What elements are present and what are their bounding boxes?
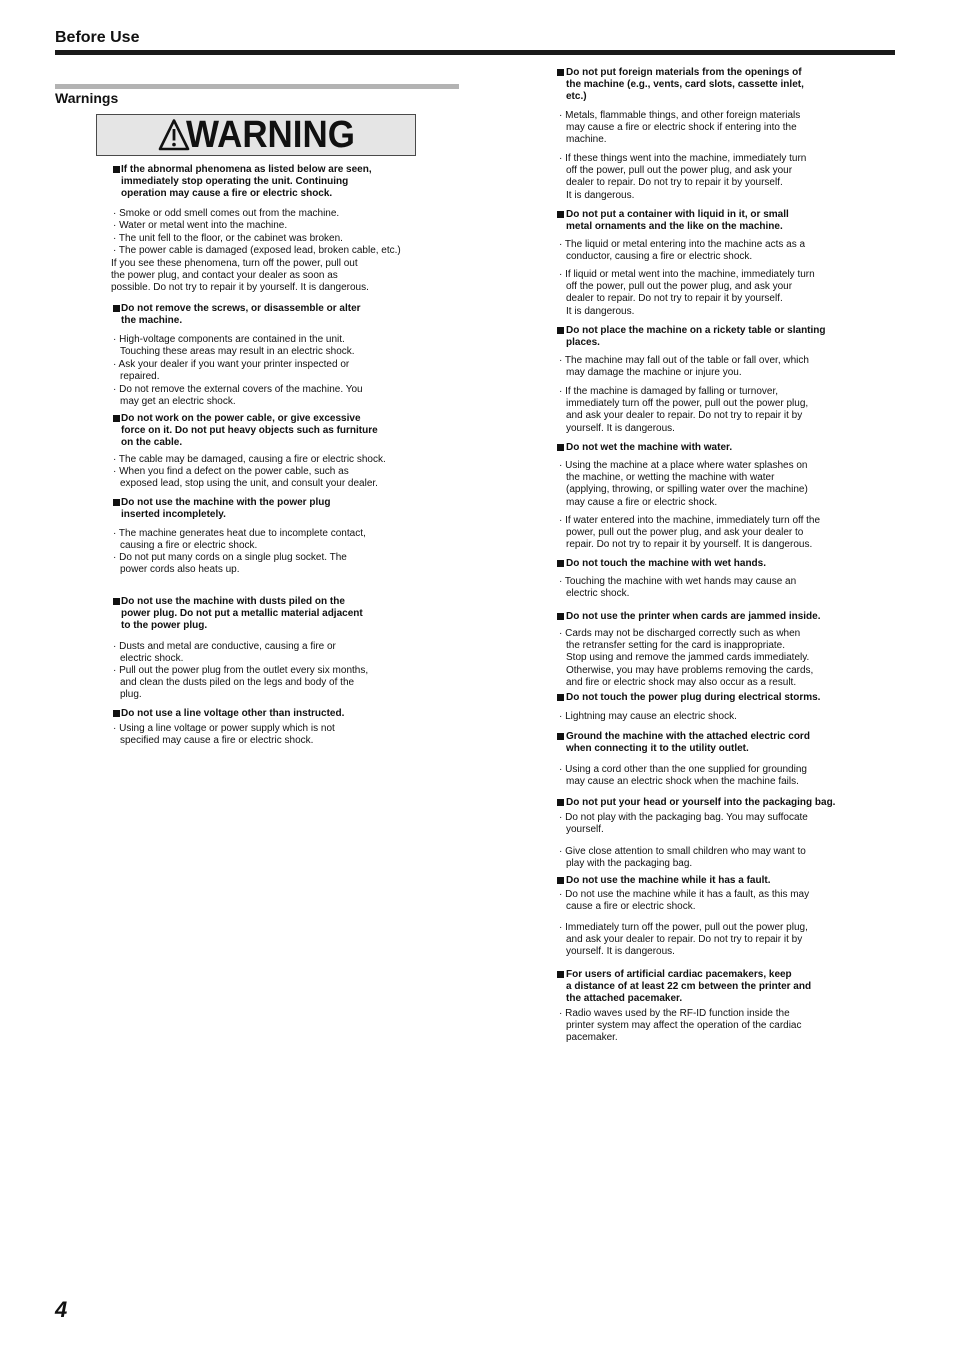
- square-bullet-icon: [557, 971, 564, 978]
- warning-heading-line: If the abnormal phenomena as listed below are seen,: [121, 163, 372, 175]
- warning-item: [113, 334, 355, 359]
- warning-item: [113, 220, 287, 232]
- warning-heading-line: when connecting it to the utility outlet.: [566, 742, 749, 754]
- warning-item-line: and ask your dealer to repair. Do not try to repair it by: [566, 410, 803, 422]
- warnings-title: Warnings: [55, 90, 119, 106]
- warning-item-line: · The machine generates heat due to incomplete contact,: [113, 527, 366, 539]
- warning-item-line: plug.: [120, 689, 142, 701]
- warning-heading: [557, 209, 789, 234]
- square-bullet-icon: [557, 733, 564, 740]
- warning-heading-line: etc.): [566, 91, 587, 103]
- square-bullet-icon: [113, 710, 120, 717]
- warning-item-line: conductor, causing a fire or electric shock.: [566, 250, 753, 262]
- warning-heading-line: force on it. Do not put heavy objects such as furniture: [121, 424, 378, 436]
- warning-item-line: and fire or electric shock may also occur as a result.: [566, 677, 797, 689]
- warning-heading-line: the machine.: [121, 314, 183, 326]
- warning-heading: [557, 558, 766, 570]
- warning-heading: [113, 596, 363, 633]
- square-bullet-icon: [557, 69, 564, 76]
- warning-item-line: · If the machine is damaged by falling or turnover,: [559, 385, 779, 397]
- warning-item: [113, 552, 347, 577]
- warning-heading: [113, 303, 361, 328]
- warning-item: [113, 454, 386, 466]
- warning-item-line: machine.: [566, 134, 607, 146]
- warning-heading-line: power plug. Do not put a metallic material adjacent: [121, 607, 363, 619]
- warning-item: [113, 359, 349, 384]
- warning-item-line: the retransfer setting for the card is inappropriate.: [566, 639, 786, 651]
- warning-heading-line: For users of artificial cardiac pacemakers, keep: [566, 968, 792, 980]
- warning-item-line: · The unit fell to the floor, or the cabinet was broken.: [113, 232, 343, 244]
- warning-heading-line: on the cable.: [121, 437, 183, 449]
- warning-item-line: · The machine may fall out of the table or fall over, which: [559, 354, 809, 366]
- warning-item-line: off the power, pull out the power plug, and ask your: [566, 164, 793, 176]
- warning-heading-line: inserted incompletely.: [121, 508, 226, 520]
- warning-item-line: · Using the machine at a place where water splashes on: [559, 459, 808, 471]
- warning-item-line: · Do not use the machine while it has a fault, as this may: [559, 888, 810, 900]
- warning-item: [113, 665, 368, 702]
- warning-item-line: power, pull out the power plug, and ask your dealer to: [566, 526, 804, 538]
- warning-item: [559, 355, 809, 380]
- warning-item-line: power cords also heats up.: [120, 563, 240, 575]
- warning-heading-line: Ground the machine with the attached electric cord: [566, 730, 810, 742]
- warning-item-line: · If these things went into the machine, immediately turn: [559, 152, 807, 164]
- warning-item-line: electric shock.: [566, 587, 630, 599]
- warning-item: [559, 846, 806, 871]
- warning-heading-line: Do not use the machine with dusts piled on the: [121, 595, 345, 607]
- warning-item: [113, 208, 339, 220]
- warning-item-line: may damage the machine or injure you.: [566, 366, 742, 378]
- warning-heading-line: Do not touch the power plug during electrical storms.: [566, 691, 821, 703]
- warning-heading-line: Do not remove the screws, or disassemble or alter: [121, 302, 361, 314]
- warning-note-line: the power plug, and contact your dealer as soon as: [111, 269, 338, 281]
- warning-item-line: · The liquid or metal entering into the machine acts as a: [559, 238, 806, 250]
- warning-item-line: may cause an electric shock when the machine fails.: [566, 775, 799, 787]
- warning-banner: [96, 114, 416, 156]
- square-bullet-icon: [113, 166, 120, 173]
- warning-item: [559, 889, 809, 914]
- warning-heading-line: Do not use a line voltage other than instructed.: [121, 707, 345, 719]
- warning-item: [559, 576, 796, 601]
- warning-item: [113, 723, 335, 748]
- warning-item-line: · When you find a defect on the power cable, such as: [113, 465, 349, 477]
- warning-item-line: · If liquid or metal went into the machine, immediately turn: [559, 268, 815, 280]
- warning-item-line: · Touching the machine with wet hands may cause an: [559, 575, 797, 587]
- warning-item-line: and ask your dealer to repair. Do not try to repair it by: [566, 933, 803, 945]
- warning-item-line: · Using a cord other than the one supplied for grounding: [559, 763, 807, 775]
- warning-item: [559, 239, 805, 264]
- warning-item-line: Otherwise, you may have problems removing the cards,: [566, 664, 814, 676]
- warning-heading: [557, 875, 770, 887]
- warning-item: [559, 1008, 802, 1045]
- warning-item-line: · If water entered into the machine, immediately turn off the: [559, 514, 821, 526]
- square-bullet-icon: [557, 444, 564, 451]
- warning-item-line: · Smoke or odd smell comes out from the machine.: [113, 207, 340, 219]
- square-bullet-icon: [113, 305, 120, 312]
- warning-item-line: the machine, or wetting the machine with water: [566, 471, 775, 483]
- square-bullet-icon: [113, 598, 120, 605]
- warning-item-line: · Cards may not be discharged correctly such as when: [559, 627, 801, 639]
- warning-item-line: · Pull out the power plug from the outlet every six months,: [113, 664, 369, 676]
- warning-item-line: may get an electric shock.: [120, 395, 236, 407]
- warning-item: [113, 233, 343, 245]
- square-bullet-icon: [557, 799, 564, 806]
- warning-item-line: may cause a fire or electric shock if entering into the: [566, 121, 797, 133]
- warning-item-line: · Dusts and metal are conductive, causing a fire or: [113, 640, 336, 652]
- warning-heading-line: a distance of at least 22 cm between the printer and: [566, 980, 812, 992]
- warning-heading-line: Do not work on the power cable, or give excessive: [121, 412, 361, 424]
- warning-item-line: · The cable may be damaged, causing a fire or electric shock.: [113, 453, 386, 465]
- warning-item-line: · Ask your dealer if you want your printer inspected or: [113, 358, 350, 370]
- warning-item-line: repaired.: [120, 370, 160, 382]
- warning-item: [113, 641, 336, 666]
- warning-item-line: · Do not remove the external covers of the machine. You: [113, 383, 363, 395]
- warning-item-line: · Water or metal went into the machine.: [113, 219, 288, 231]
- warning-heading-line: Do not use the printer when cards are jammed inside.: [566, 610, 821, 622]
- warning-item: [113, 245, 401, 257]
- warning-item-line: exposed lead, stop using the unit, and consult your dealer.: [120, 477, 378, 489]
- warning-item-line: · Radio waves used by the RF-ID function inside the: [559, 1007, 790, 1019]
- warning-item-line: dealer to repair. Do not try to repair it by yourself.: [566, 293, 783, 305]
- warning-heading: [557, 969, 811, 1006]
- warning-item-line: It is dangerous.: [566, 305, 635, 317]
- warning-note-line: possible. Do not try to repair it by yourself. It is dangerous.: [111, 282, 369, 294]
- warning-item-line: yourself.: [566, 823, 604, 835]
- warning-item-line: and clean the dusts piled on the legs and body of the: [120, 676, 355, 688]
- warning-banner-text: WARNING: [186, 114, 355, 156]
- warning-item: [113, 384, 363, 409]
- warning-item: [559, 711, 737, 723]
- warning-item: [559, 628, 813, 690]
- warning-heading: [557, 692, 820, 704]
- page-number: 4: [55, 1297, 68, 1322]
- warning-item: [113, 466, 378, 491]
- warning-heading-line: the machine (e.g., vents, card slots, cassette inlet,: [566, 78, 804, 90]
- warning-heading-line: immediately stop operating the unit. Continuing: [121, 175, 349, 187]
- warning-item: [559, 110, 800, 147]
- warning-item-line: Touching these areas may result in an electric shock.: [120, 345, 355, 357]
- header-rule: [55, 50, 895, 55]
- warning-heading-line: Do not place the machine on a rickety table or slanting: [566, 324, 826, 336]
- warning-heading-line: Do not put a container with liquid in it, or small: [566, 208, 789, 220]
- square-bullet-icon: [113, 499, 120, 506]
- warning-item: [559, 153, 806, 203]
- warning-item-line: yourself. It is dangerous.: [566, 422, 675, 434]
- warning-item-line: pacemaker.: [566, 1032, 618, 1044]
- warning-heading-line: Do not use the machine with the power plug: [121, 496, 331, 508]
- warning-item-line: specified may cause a fire or electric shock.: [120, 734, 314, 746]
- warning-heading: [113, 164, 372, 201]
- warning-heading-line: metal ornaments and the like on the machine.: [566, 220, 783, 232]
- warning-item-line: off the power, pull out the power plug, and ask your: [566, 280, 793, 292]
- warning-item: [559, 460, 808, 510]
- warning-item-line: · Do not put many cords on a single plug socket. The: [113, 551, 347, 563]
- warning-item-line: · The power cable is damaged (exposed lead, broken cable, etc.): [113, 244, 401, 256]
- warning-heading-line: to the power plug.: [121, 620, 208, 632]
- warning-heading-line: operation may cause a fire or electric shock.: [121, 188, 333, 200]
- warning-item-line: · Metals, flammable things, and other foreign materials: [559, 109, 801, 121]
- square-bullet-icon: [557, 613, 564, 620]
- warning-item-line: yourself. It is dangerous.: [566, 946, 675, 958]
- warning-heading-line: Do not touch the machine with wet hands.: [566, 557, 767, 569]
- warning-item-line: causing a fire or electric shock.: [120, 539, 258, 551]
- warning-item-line: (applying, throwing, or spilling water over the machine): [566, 484, 808, 496]
- section-title: Before Use: [55, 29, 140, 46]
- warning-item-line: Stop using and remove the jammed cards immediately.: [566, 652, 810, 664]
- warning-heading: [557, 442, 732, 454]
- warning-item-line: cause a fire or electric shock.: [566, 900, 696, 912]
- warning-item-line: play with the packaging bag.: [566, 857, 693, 869]
- square-bullet-icon: [113, 415, 120, 422]
- warning-heading: [113, 708, 344, 720]
- warning-item: [559, 515, 820, 552]
- warning-heading-line: Do not use the machine while it has a fault.: [566, 874, 771, 886]
- warning-item-line: · Do not play with the packaging bag. You may suffocate: [559, 811, 808, 823]
- warning-heading-line: Do not put foreign materials from the openings of: [566, 66, 802, 78]
- warning-heading: [557, 797, 835, 809]
- warning-heading: [557, 325, 826, 350]
- warning-item-line: repair. Do not try to repair it by yourself. It is dangerous.: [566, 539, 813, 551]
- warning-heading-line: the attached pacemaker.: [566, 993, 683, 1005]
- warning-item-line: printer system may affect the operation of the cardiac: [566, 1019, 802, 1031]
- warning-item: [559, 764, 807, 789]
- warning-item-line: · Give close attention to small children who may want to: [559, 845, 806, 857]
- warning-heading-line: places.: [566, 336, 600, 348]
- square-bullet-icon: [557, 327, 564, 334]
- square-bullet-icon: [557, 211, 564, 218]
- warning-item-line: · Immediately turn off the power, pull out the power plug,: [559, 921, 808, 933]
- square-bullet-icon: [557, 560, 564, 567]
- warning-item: [559, 922, 808, 959]
- warning-item-line: dealer to repair. Do not try to repair it by yourself.: [566, 177, 783, 189]
- square-bullet-icon: [557, 877, 564, 884]
- warning-item-line: immediately turn off the power, pull out the power plug,: [566, 397, 809, 409]
- warning-item-line: · Using a line voltage or power supply which is not: [113, 722, 335, 734]
- warning-item-line: It is dangerous.: [566, 189, 635, 201]
- warning-heading-line: Do not put your head or yourself into the packaging bag.: [566, 796, 836, 808]
- square-bullet-icon: [557, 694, 564, 701]
- warning-item: [559, 386, 808, 436]
- warning-heading: [557, 67, 804, 104]
- warning-item: [113, 528, 366, 553]
- warning-heading: [113, 497, 330, 522]
- warning-heading: [113, 413, 378, 450]
- warning-item: [559, 812, 808, 837]
- warning-item-line: · High-voltage components are contained in the unit.: [113, 333, 345, 345]
- warning-item-line: · Lightning may cause an electric shock.: [559, 710, 737, 722]
- warning-heading-line: Do not wet the machine with water.: [566, 441, 733, 453]
- warning-item: [559, 269, 815, 319]
- warning-item-line: electric shock.: [120, 652, 184, 664]
- warning-heading: [557, 611, 821, 623]
- warning-note: [111, 258, 369, 295]
- warning-item-line: may cause a fire or electric shock.: [566, 496, 718, 508]
- warning-heading: [557, 731, 810, 756]
- warning-note-line: If you see these phenomena, turn off the power, pull out: [111, 257, 358, 269]
